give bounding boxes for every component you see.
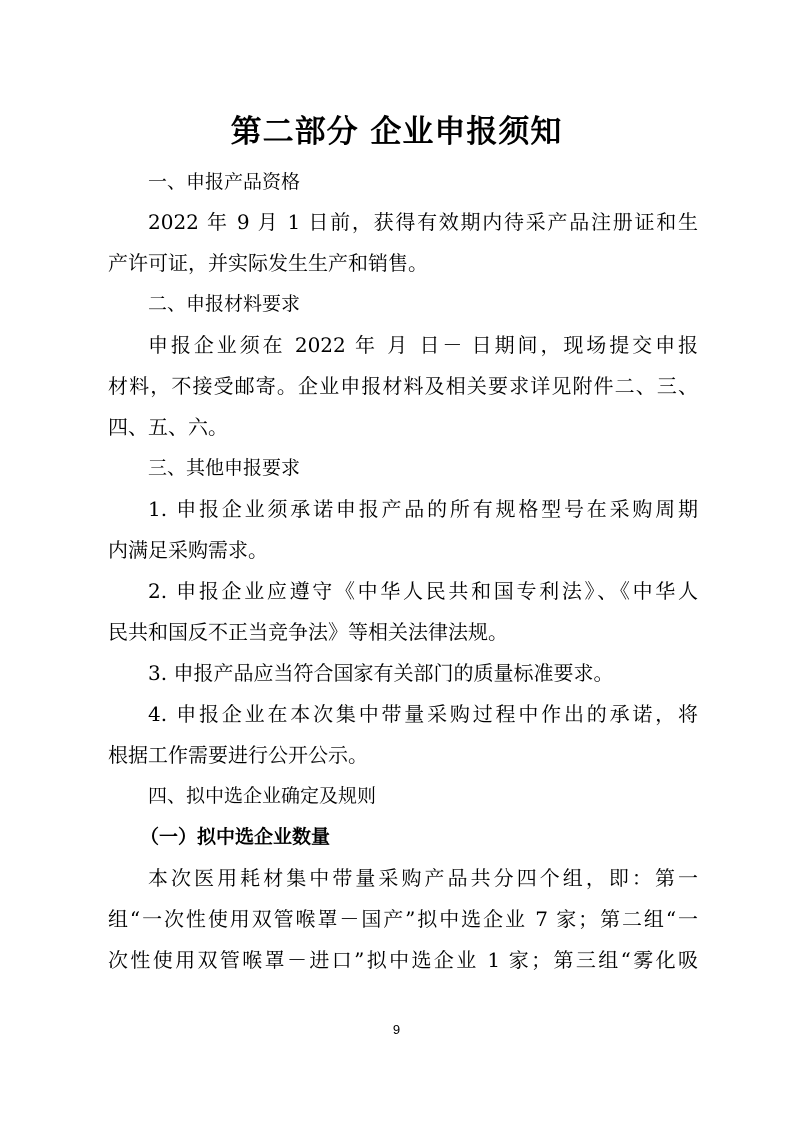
paragraph-line: 材料，不接受邮寄。企业申报材料及相关要求详见附件二、三、: [108, 374, 698, 398]
list-item-continuation: 内满足采购需求。: [108, 538, 268, 562]
paragraph-line: 四、五、六。: [108, 415, 228, 439]
subsection-heading: （一）拟中选企业数量: [140, 826, 331, 848]
list-item-continuation: 根据工作需要进行公开公示。: [108, 743, 368, 767]
list-item-continuation: 民共和国反不正当竞争法》等相关法律法规。: [108, 620, 508, 644]
paragraph-line: 本次医用耗材集中带量采购产品共分四个组，即：第一: [148, 866, 698, 890]
paragraph-line: 产许可证，并实际发生生产和销售。: [108, 251, 428, 275]
section-heading-4: 四、拟中选企业确定及规则: [148, 785, 377, 807]
list-item: 1. 申报企业须承诺申报产品的所有规格型号在采购周期: [148, 497, 698, 521]
list-item: 4. 申报企业在本次集中带量采购过程中作出的承诺，将: [148, 702, 698, 726]
paragraph-line: 组“一次性使用双管喉罩－国产”拟中选企业 7 家；第二组“一: [108, 907, 698, 931]
list-item: 2. 申报企业应遵守《中华人民共和国专利法》、《中华人: [148, 579, 698, 603]
section-heading-3: 三、其他申报要求: [148, 457, 301, 479]
section-heading-2: 二、申报材料要求: [148, 293, 301, 315]
section-heading-1: 一、申报产品资格: [148, 171, 301, 193]
paragraph-line: 2022 年 9 月 1 日前，获得有效期内待采产品注册证和生: [148, 210, 698, 234]
list-item: 3. 申报产品应当符合国家有关部门的质量标准要求。: [148, 661, 614, 685]
page-title: 第二部分 企业申报须知: [230, 114, 563, 150]
paragraph-line: 次性使用双管喉罩－进口”拟中选企业 1 家；第三组“雾化吸: [108, 948, 698, 972]
paragraph-line: 申报企业须在 2022 年 月 日－ 日期间，现场提交申报: [148, 333, 698, 357]
page-number: 9: [392, 1022, 401, 1037]
